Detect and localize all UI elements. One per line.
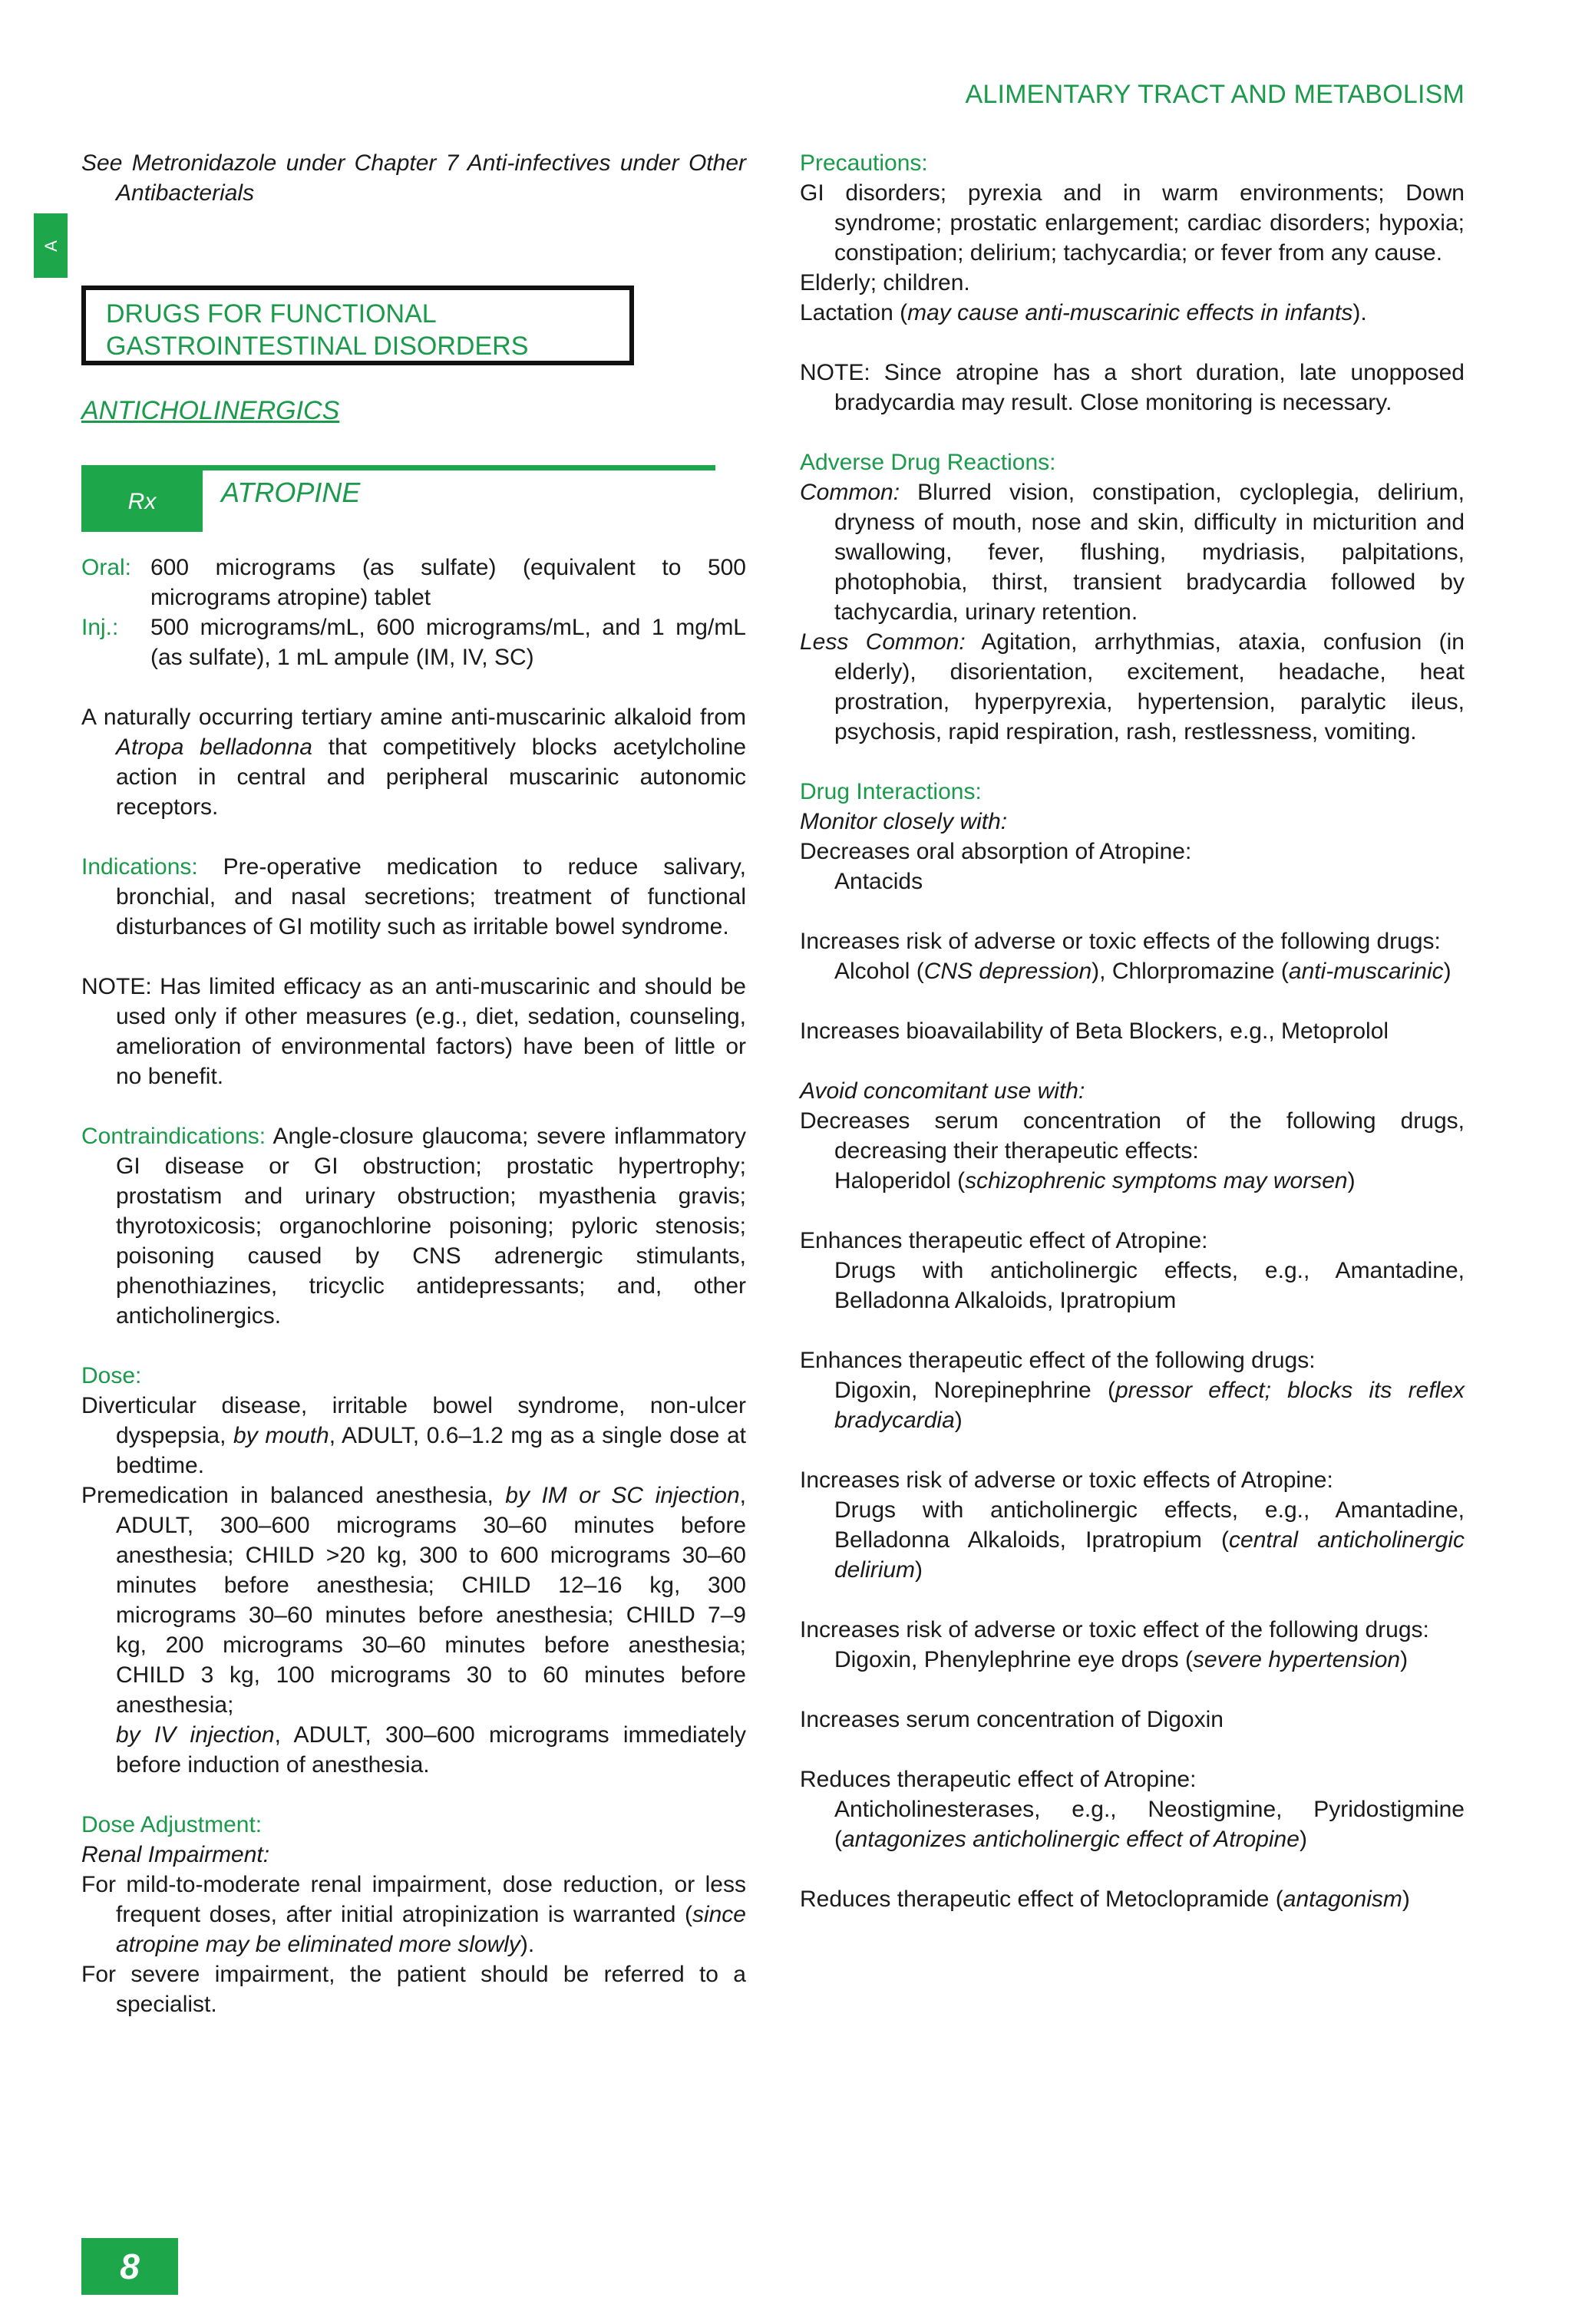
interaction-head: Decreases serum concentration of the following drugs, decreasing their therapeutic effects: (800, 1108, 1465, 1164)
formulation-label: Inj.: (81, 615, 119, 640)
dose-heading: Dose: (81, 1363, 142, 1388)
adr-less-common: Less Common: Agitation, arrhythmias, ataxia, confusion (in elderly), disorientation, excitement, headache, heat prostration, hyperpyrexia, hypertension, paralytic ileus, psychosis, rapid respiration, rash, restlessness, vomiting. (800, 629, 1465, 744)
interaction-head: Increases risk of adverse or toxic effects of Atropine: (800, 1467, 1333, 1493)
interaction-sub: Anticholinesterases, e.g., Neostigmine, Pyridostigmine (antagonizes anticholinergic effect of Atropine) (834, 1797, 1465, 1852)
interaction-head: Increases bioavailability of Beta Blockers, e.g., Metoprolol (800, 1018, 1389, 1044)
rx-badge: Rx (81, 470, 203, 532)
interaction-head: Enhances therapeutic effect of Atropine: (800, 1228, 1208, 1253)
interaction-sub: Haloperidol (schizophrenic symptoms may worsen) (834, 1168, 1356, 1193)
precaution-item: GI disorders; pyrexia and in warm environments; Down syndrome; prostatic enlargement; cardiac disorders; hypoxia; constipation; delirium; tachycardia; or fever from any cause. (800, 180, 1465, 266)
section-title-box (81, 286, 634, 365)
formulation-label: Oral: (81, 555, 132, 580)
note: NOTE: Has limited efficacy as an anti-muscarinic and should be used only if other measures (e.g., diet, sedation, counseling, amelioration of environmental factors) have been of little or no benefit. (81, 974, 746, 1089)
interaction-head: Decreases oral absorption of Atropine: (800, 839, 1192, 864)
renal-item: For mild-to-moderate renal impairment, dose reduction, or less frequent doses, after initial atropinization is warranted (since atropine may be eliminated more slowly). (81, 1872, 746, 1957)
interaction-sub: Digoxin, Norepinephrine (pressor effect; blocks its reflex bradycardia) (834, 1378, 1465, 1433)
running-head: ALIMENTARY TRACT AND METABOLISM (965, 80, 1465, 109)
interaction-head: Increases risk of adverse or toxic effect of the following drugs: (800, 1617, 1429, 1642)
formulation-oral (81, 553, 746, 612)
avoid-heading: Avoid concomitant use with: (800, 1078, 1085, 1104)
section-title-line-1: DRUGS FOR FUNCTIONAL (106, 299, 437, 328)
adr-heading: Adverse Drug Reactions: (800, 450, 1056, 475)
interaction-head: Reduces therapeutic effect of Metoclopramide (antagonism) (800, 1887, 1410, 1912)
chapter-tab: A (34, 213, 68, 278)
renal-item: For severe impairment, the patient should be referred to a specialist. (81, 1962, 746, 2017)
interaction-sub: Antacids (834, 869, 923, 894)
class-subheading: ANTICHOLINERGICS (81, 396, 340, 425)
interaction-sub: Digoxin, Phenylephrine eye drops (severe hypertension) (834, 1647, 1409, 1672)
drug-name: ATROPINE (221, 477, 361, 508)
interaction-sub: Drugs with anticholinergic effects, e.g., Amantadine, Belladonna Alkaloids, Ipratropium (central anticholinergic delirium) (834, 1497, 1465, 1583)
interaction-sub: Drugs with anticholinergic effects, e.g., Amantadine, Belladonna Alkaloids, Ipratropium (834, 1258, 1465, 1313)
drug-description: A naturally occurring tertiary amine anti-muscarinic alkaloid from Atropa belladonna that competitively blocks acetylcholine action in central and peripheral muscarinic autonomic receptors. (81, 705, 747, 820)
left-column (81, 148, 746, 2019)
dose-item: Diverticular disease, irritable bowel syndrome, non-ulcer dyspepsia, by mouth, ADULT, 0.6–1.2 mg as a single dose at bedtime. (81, 1393, 746, 1478)
interactions-heading: Drug Interactions: (800, 779, 982, 804)
drug-header (81, 465, 746, 534)
dose-item: Premedication in balanced anesthesia, by IM or SC injection, ADULT, 300–600 micrograms 30–60 minutes before anesthesia; CHILD >20 kg, 300 to 600 micrograms 30–60 minutes before anesthesia; CHILD 12–16 kg, 300 micrograms 30–60 minutes before anesthesia; CHILD 7–9 kg, 200 micrograms 30–60 minutes before anesthesia; CHILD 3 kg, 100 micrograms 30 to 60 minutes before anesthesia; (81, 1483, 746, 1718)
drug-header-rule (81, 465, 715, 470)
formulation-text: 600 micrograms (as sulfate) (equivalent to 500 micrograms atropine) tablet (150, 555, 746, 610)
precautions-heading: Precautions: (800, 150, 928, 176)
page-number: 8 (81, 2238, 178, 2295)
section-title-line-2: GASTROINTESTINAL DISORDERS (106, 332, 529, 361)
interaction-head: Enhances therapeutic effect of the following drugs: (800, 1348, 1316, 1373)
precaution-item: Lactation (may cause anti-muscarinic effects in infants). (800, 300, 1367, 325)
formulation-text: 500 micrograms/mL, 600 micrograms/mL, and 1 mg/mL (as sulfate), 1 mL ampule (IM, IV, SC) (150, 615, 746, 670)
formulations (81, 553, 746, 672)
adr-common: Common: Blurred vision, constipation, cycloplegia, delirium, dryness of mouth, nose and skin, difficulty in micturition and swallowing, fever, flushing, mydriasis, palpitations, photophobia, thirst, transient bradycardia followed by tachycardia, urinary retention. (800, 480, 1465, 625)
interaction-sub: Alcohol (CNS depression), Chlorpromazine (anti-muscarinic) (834, 959, 1451, 984)
interaction-head: Increases risk of adverse or toxic effects of the following drugs: (800, 929, 1441, 954)
contraindications: Contraindications: Angle-closure glaucoma; severe inflammatory GI disease or GI obstruction; prostatic hypertrophy; prostatism and urinary obstruction; myasthenia gravis; thyrotoxicosis; organochlorine poisoning; pyloric stenosis; poisoning caused by CNS adrenergic stimulants, phenothiazines, tricyclic antidepressants; and, other anticholinergics. (81, 1124, 746, 1329)
monitor-heading: Monitor closely with: (800, 809, 1008, 834)
renal-heading: Renal Impairment: (81, 1842, 270, 1867)
formulation-injection (81, 612, 746, 672)
dose-item: by IV injection, ADULT, 300–600 micrograms immediately before induction of anesthesia. (116, 1722, 746, 1778)
see-reference: See Metronidazole under Chapter 7 Anti-infectives under Other Antibacterials (81, 150, 746, 206)
interaction-head: Reduces therapeutic effect of Atropine: (800, 1767, 1197, 1792)
precaution-item: Elderly; children. (800, 270, 970, 295)
indications: Indications: Pre-operative medication to reduce salivary, bronchial, and nasal secretions; treatment of functional disturbances of GI motility such as irritable bowel syndrome. (81, 854, 746, 939)
dose-adjustment-heading: Dose Adjustment: (81, 1812, 263, 1837)
interaction-head: Increases serum concentration of Digoxin (800, 1707, 1224, 1732)
right-column (800, 148, 1465, 1914)
note: NOTE: Since atropine has a short duration, late unopposed bradycardia may result. Close monitoring is necessary. (800, 360, 1465, 415)
